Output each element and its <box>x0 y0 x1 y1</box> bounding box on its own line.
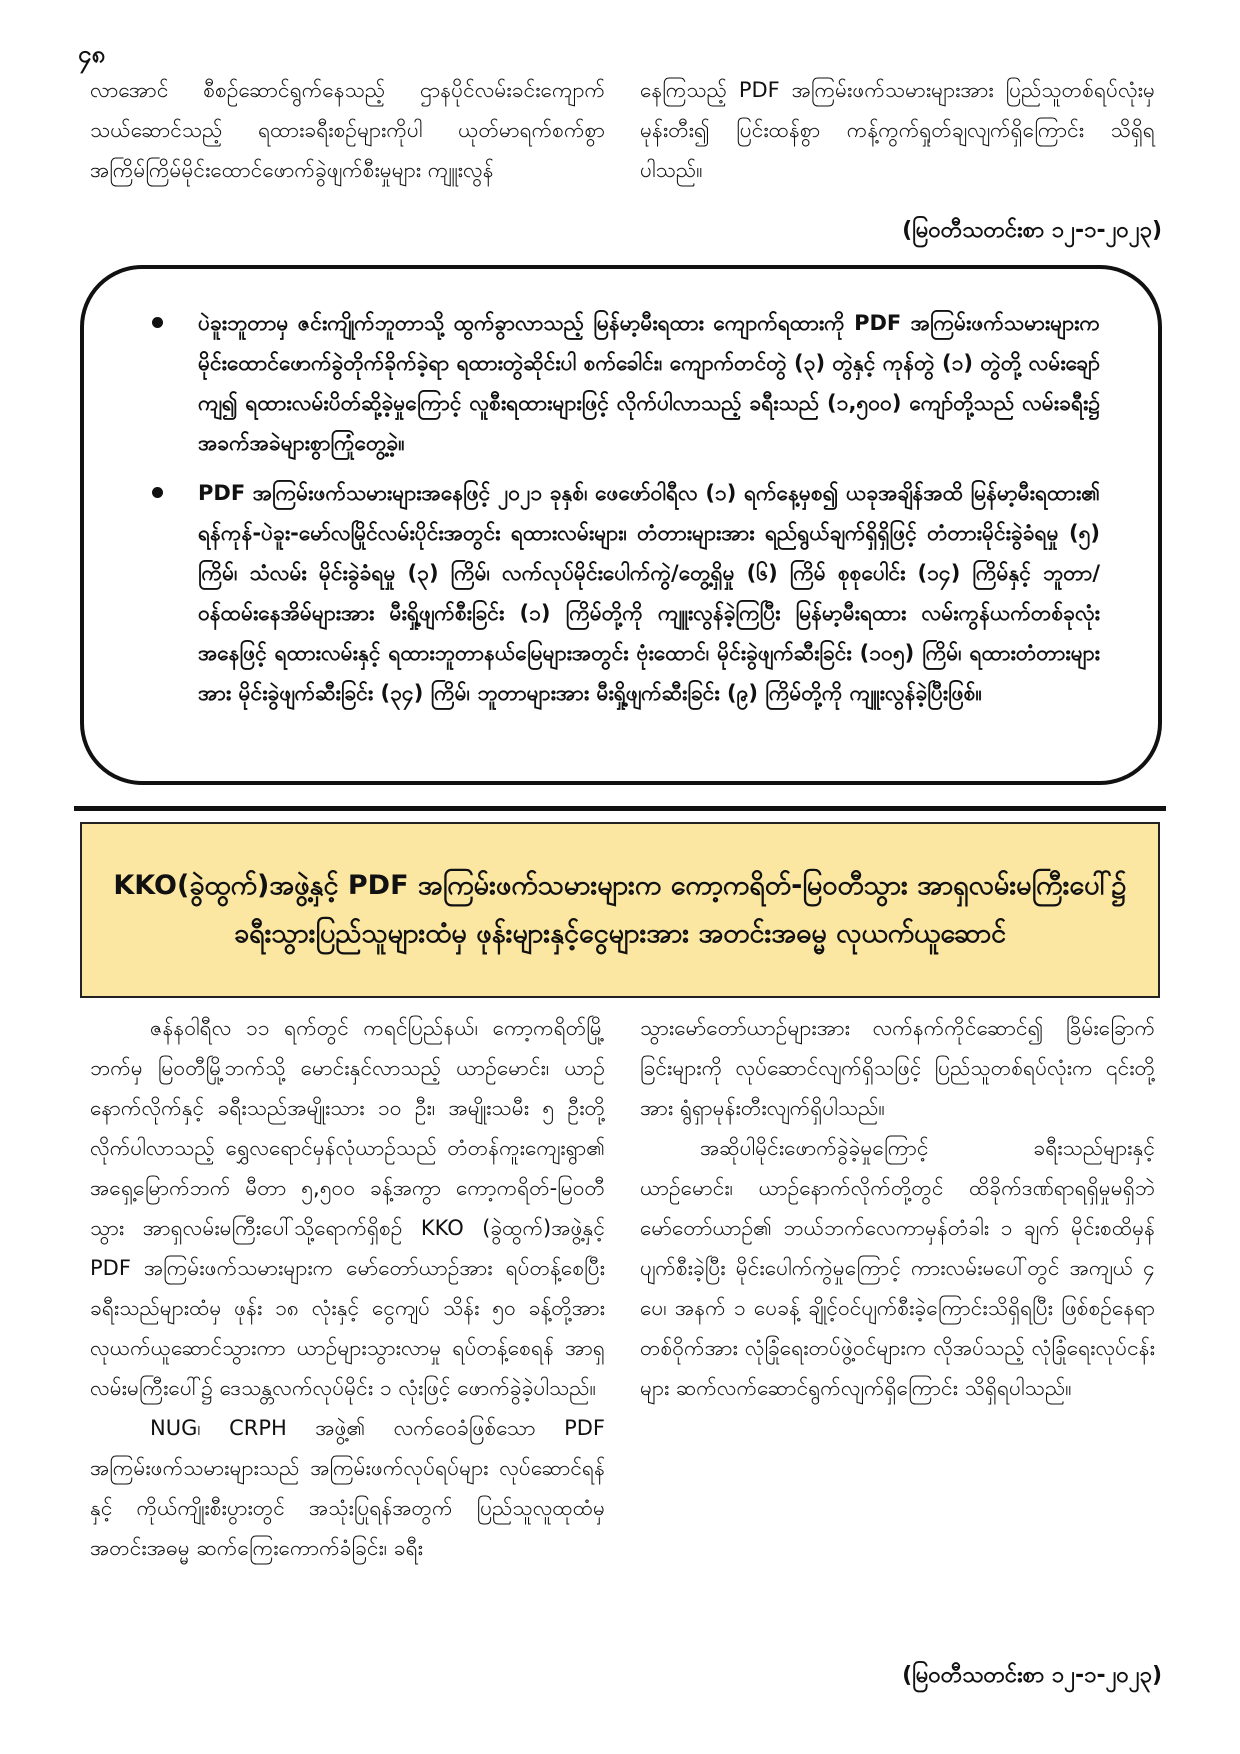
source-citation: (မြဝတီသတင်းစာ ၁၂-၁-၂၀၂၃) <box>902 218 1162 243</box>
paragraph: ဇန်နဝါရီလ ၁၁ ရက်တွင် ကရင်ပြည်နယ်၊ ကော့ကရိတ်မြို့ဘက်မှ မြဝတီမြို့ဘက်သို့ မောင်းနှင်လာသည့် ယာဉ်မောင်း၊ ယာဉ်နောက်လိုက်နှင့် ခရီးသည်အမျိုးသား ၁၀ ဦး၊ အမျိုးသမီး ၅ ဦးတို့ လိုက်ပါလာသည့် ရွှေလရောင်မှန်လုံယာဉ်သည် တံတန်ကူးကျေးရွာ၏ အရှေ့မြောက်ဘက် မီတာ ၅,၅၀၀ ခန့်အကွာ ကော့ကရိတ်-မြဝတီသွား အာရှလမ်းမကြီးပေါ်သို့ရောက်ရှိစဉ် KKO (ခွဲထွက်)အဖွဲ့နှင့် PDF အကြမ်းဖက်သမားများက မော်တော်ယာဉ်အား ရပ်တန့်စေပြီး ခရီးသည်များထံမှ ဖုန်း ၁၈ လုံးနှင့် ငွေကျပ် သိန်း ၅၀ ခန့်တို့အား လုယက်ယူဆောင်သွားကာ ယာဉ်များသွားလာမှု ရပ်တန့်စေရန် အာရှလမ်းမကြီးပေါ်၌ ဒေသန္တလက်လုပ်မိုင်း ၁ လုံးဖြင့် ဖောက်ခွဲခဲ့ပါသည်။ <box>90 1016 605 1400</box>
bullet-text: PDF အကြမ်းဖက်သမားများအနေဖြင့် ၂၀၂၁ ခုနှစ်၊ ဖေဖော်ဝါရီလ (၁) ရက်နေ့မှစ၍ ယခုအချိန်အထိ မြန်မာ့မီးရထား၏ ရန်ကုန်-ပဲခူး-မော်လမြိုင်လမ်းပိုင်းအတွင်း ရထားလမ်းများ၊ တံတားများအား ရည်ရွယ်ချက်ရှိရှိဖြင့် တံတားမိုင်းခွဲခံရမှု (၅) ကြိမ်၊ သံလမ်း မိုင်းခွဲခံရမှု (၃) ကြိမ်၊ လက်လုပ်မိုင်းပေါက်ကွဲ/တွေ့ရှိမှု (၆) ကြိမ် စုစုပေါင်း (၁၄) ကြိမ်နှင့် ဘူတာ/ဝန်ထမ်းနေအိမ်များအား မီးရှို့ဖျက်စီးခြင်း (၁) ကြိမ်တို့ကို ကျူးလွန်ခဲ့ကြပြီး မြန်မာ့မီးရထား လမ်းကွန်ယက်တစ်ခုလုံးအနေဖြင့် ရထားလမ်းနှင့် ရထားဘူတာနယ်မြေများအတွင်း ဗုံးထောင်၊ မိုင်းခွဲဖျက်ဆီးခြင်း (၁၀၅) ကြိမ်၊ ရထားတံတားများအား မိုင်းခွဲဖျက်ဆီးခြင်း (၃၄) ကြိမ်၊ ဘူတာများအား မီးရှို့ဖျက်ဆီးခြင်း (၉) ကြိမ်တို့ကို ကျူးလွန်ခဲ့ပြီးဖြစ်။ <box>198 481 1100 705</box>
page-number: ၄၈ <box>78 40 106 68</box>
bullet-icon <box>152 487 163 498</box>
top-right-column <box>640 70 1155 200</box>
section-divider <box>74 806 1166 811</box>
top-left-column <box>90 70 605 200</box>
paragraph: လာအောင် စီစဉ်ဆောင်ရွက်နေသည့် ဌာနပိုင်လမ်းခင်းကျောက် သယ်ဆောင်သည့် ရထားခရီးစဉ်များကိုပါ ယုတ်မာရက်စက်စွာ အကြိမ်ကြိမ်မိုင်းထောင်ဖောက်ခွဲဖျက်စီးမှုများ ကျူးလွန် <box>90 78 605 182</box>
summary-box <box>80 265 1162 785</box>
paragraph: နေကြသည့် PDF အကြမ်းဖက်သမားများအား ပြည်သူတစ်ရပ်လုံးမှ မုန်းတီး၍ ပြင်းထန်စွာ ကန့်ကွက်ရှုတ်ချလျက်ရှိကြောင်း သိရှိရပါသည်။ <box>640 78 1155 182</box>
headline-text: KKO(ခွဲထွက်)အဖွဲ့နှင့် PDF အကြမ်းဖက်သမားများက ကော့ကရိတ်-မြဝတီသွား အာရှလမ်းမကြီးပေါ်၌ ခရီးသွားပြည်သူများထံမှ ဖုန်းများနှင့်ငွေများအား အတင်းအဓမ္မ လုယက်ယူဆောင် <box>113 870 1127 949</box>
paragraph: အဆိုပါမိုင်းဖောက်ခွဲခဲ့မှုကြောင့် ခရီးသည်များနှင့် ယာဉ်မောင်း၊ ယာဉ်နောက်လိုက်တို့တွင် ထိခိုက်ဒဏ်ရာရရှိမှုမရှိဘဲ မော်တော်ယာဉ်၏ ဘယ်ဘက်လေကာမှန်တံခါး ၁ ချက် မိုင်းစထိမှန်ပျက်စီးခဲ့ပြီး မိုင်းပေါက်ကွဲမှုကြောင့် ကားလမ်းမပေါ်တွင် အကျယ် ၄ ပေ၊ အနက် ၁ ပေခန့် ချိုင့်ဝင်ပျက်စီးခဲ့ကြောင်းသိရှိရပြီး ဖြစ်စဉ်နေရာတစ်ဝိုက်အား လုံခြုံရေးတပ်ဖွဲ့ဝင်များက လိုအပ်သည့် လုံခြုံရေးလုပ်ငန်းများ ဆက်လက်ဆောင်ရွက်လျက်ရှိကြောင်း သိရှိရပါသည်။ <box>640 1136 1155 1400</box>
bullet-icon <box>152 317 163 328</box>
paragraph: သွားမော်တော်ယာဉ်များအား လက်နက်ကိုင်ဆောင်၍ ခြိမ်းခြောက်ခြင်းများကို လုပ်ဆောင်လျက်ရှိသဖြင့် ပြည်သူတစ်ရပ်လုံးက ၎င်းတို့အား ရွံရှာမုန်းတီးလျက်ရှိပါသည်။ <box>640 1016 1155 1120</box>
article-headline <box>80 822 1160 998</box>
paragraph: NUG၊ CRPH အဖွဲ့၏ လက်ဝေခံဖြစ်သော PDF အကြမ်းဖက်သမားများသည် အကြမ်းဖက်လုပ်ရပ်များ လုပ်ဆောင်ရန်နှင့် ကိုယ်ကျိုးစီးပွားတွင် အသုံးပြုရန်အတွက် ပြည်သူလူထုထံမှ အတင်းအဓမ္မ ဆက်ကြေးကောက်ခံခြင်း၊ ခရီး <box>90 1416 605 1560</box>
bullet-text: ပဲခူးဘူတာမှ ဇင်းကျိုက်ဘူတာသို့ ထွက်ခွာလာသည့် မြန်မာ့မီးရထား ကျောက်ရထားကို PDF အကြမ်းဖက်သမားများက မိုင်းထောင်ဖောက်ခွဲတိုက်ခိုက်ခဲ့ရာ ရထားတွဲဆိုင်းပါ စက်ခေါင်း၊ ကျောက်တင်တွဲ (၃) တွဲနှင့် ကုန်တွဲ (၁) တွဲတို့ လမ်းချော်ကျ၍ ရထားလမ်းပိတ်ဆို့ခဲ့မှုကြောင့် လူစီးရထားများဖြင့် လိုက်ပါလာသည့် ခရီးသည် (၁,၅၀၀) ကျော်တို့သည် လမ်းခရီး၌ အခက်အခဲများစွာကြုံတွေ့ခဲ့။ <box>198 311 1100 455</box>
bullet-item <box>152 473 1100 713</box>
source-citation: (မြဝတီသတင်းစာ ၁၂-၁-၂၀၂၃) <box>902 1663 1162 1688</box>
article-right-column <box>640 1008 1155 1478</box>
bullet-item <box>152 303 1100 463</box>
article-left-column <box>90 1008 605 1648</box>
bullet-list <box>152 303 1100 713</box>
